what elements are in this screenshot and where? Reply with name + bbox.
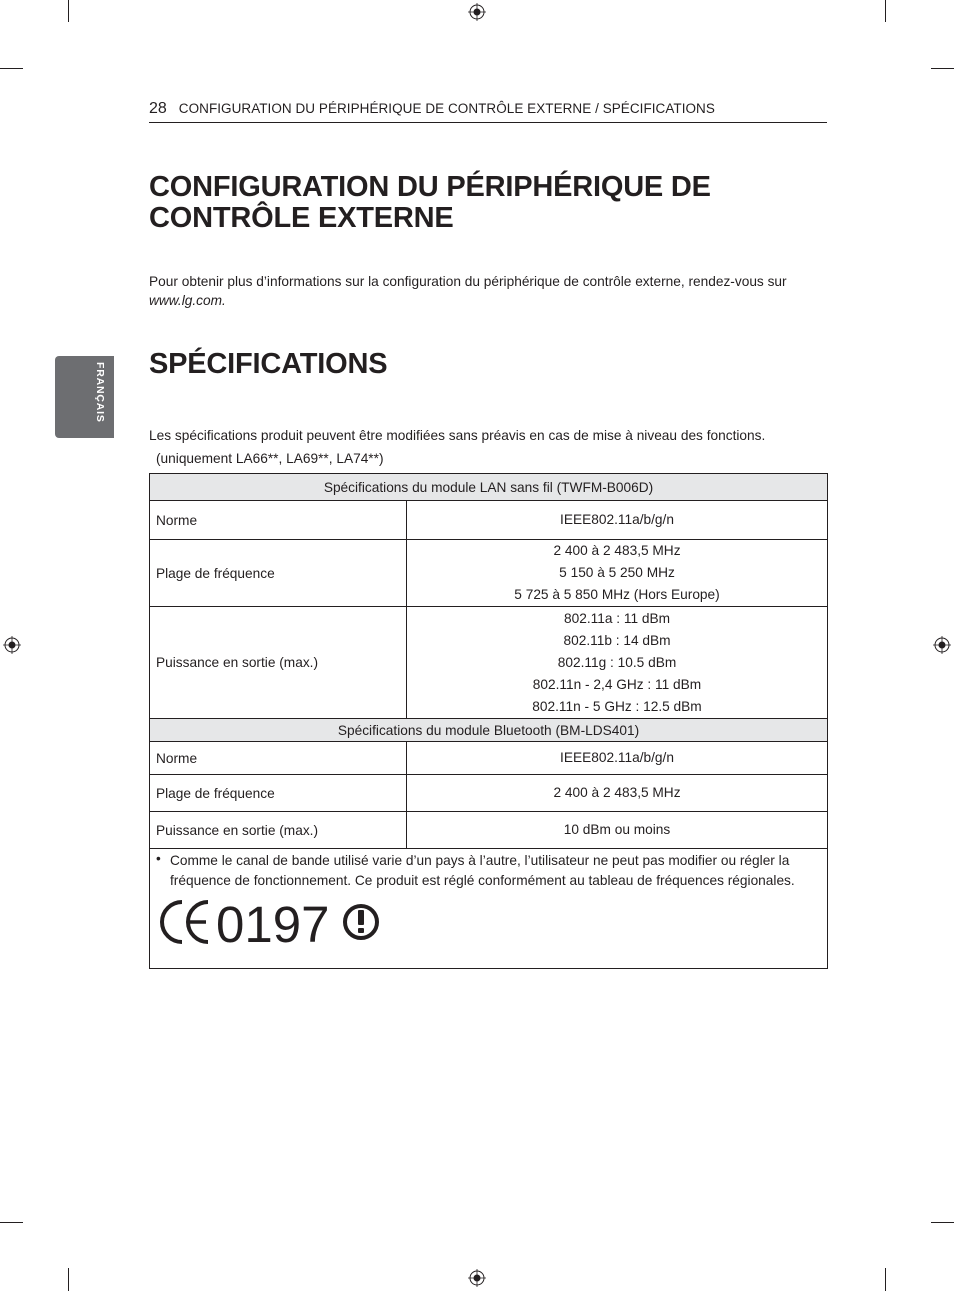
crop-mark xyxy=(931,68,954,69)
bullet-icon: • xyxy=(156,851,161,866)
title-line-2: CONTRÔLE EXTERNE xyxy=(149,202,454,234)
frequency-note: Comme le canal de bande utilisé varie d’un pays à l’autre, l’utilisateur ne peut pas modifier ou régler la fréquence de fonctionnement. Ce produit est réglé conformément au tableau de fréquences régionales. xyxy=(170,853,795,888)
row-value: 2 400 à 2 483,5 MHz xyxy=(407,775,828,812)
lan-section-header: Spécifications du module LAN sans fil (TWFM-B006D) xyxy=(150,474,828,501)
crop-mark xyxy=(885,1268,886,1291)
table-row xyxy=(150,540,828,607)
table-row xyxy=(150,607,828,719)
value-line: 802.11a : 11 dBm xyxy=(563,610,671,626)
table-row xyxy=(150,775,828,812)
crop-mark xyxy=(885,0,886,22)
row-value xyxy=(407,540,828,607)
lg-website-link[interactable]: www.lg.com. xyxy=(149,293,226,308)
page-number: 28 xyxy=(149,100,167,117)
section-title-external-control xyxy=(149,172,849,234)
crop-mark xyxy=(931,1222,954,1223)
section-title-specifications: SPÉCIFICATIONS xyxy=(149,348,388,380)
row-label: Plage de fréquence xyxy=(150,775,407,812)
intro-paragraph xyxy=(149,272,839,310)
page-header xyxy=(149,100,827,123)
row-value: IEEE802.11a/b/g/n xyxy=(407,501,828,540)
value-line: 2 400 à 2 483,5 MHz xyxy=(553,543,681,558)
spec-table xyxy=(149,473,828,969)
row-label: Norme xyxy=(150,501,407,540)
value-line: 5 725 à 5 850 MHz (Hors Europe) xyxy=(514,587,720,602)
registration-mark-icon xyxy=(933,636,951,654)
value-line: 802.11n - 5 GHz : 12.5 dBm xyxy=(532,698,702,714)
model-note: (uniquement LA66**, LA69**, LA74**) xyxy=(156,451,384,466)
running-title: CONFIGURATION DU PÉRIPHÉRIQUE DE CONTRÔLE EXTERNE / SPÉCIFICATIONS xyxy=(178,101,715,116)
language-tab-label: FRANÇAIS xyxy=(94,362,106,423)
lan-section-header-row xyxy=(150,474,828,501)
row-value xyxy=(407,607,828,719)
note-row xyxy=(150,849,828,969)
row-label: Plage de fréquence xyxy=(150,540,407,607)
table-row xyxy=(150,812,828,849)
registration-mark-icon xyxy=(468,1269,486,1287)
value-line: 802.11b : 14 dBm xyxy=(563,632,671,648)
intro-text: Pour obtenir plus d’informations sur la configuration du périphérique de contrôle externe, rendez-vous sur xyxy=(149,274,787,289)
registration-mark-icon xyxy=(3,636,21,654)
crop-mark xyxy=(0,68,23,69)
table-row xyxy=(150,501,828,540)
crop-mark xyxy=(0,1222,23,1223)
bt-section-header: Spécifications du module Bluetooth (BM-LDS401) xyxy=(150,719,828,742)
ce-alert-mark-icon xyxy=(158,894,382,950)
crop-mark xyxy=(68,0,69,22)
row-label: Norme xyxy=(150,742,407,775)
language-tab xyxy=(55,356,114,438)
ce-notified-body-number: 0197 xyxy=(216,896,330,950)
bt-section-header-row xyxy=(150,719,828,742)
row-value: 10 dBm ou moins xyxy=(407,812,828,849)
value-line: 5 150 à 5 250 MHz xyxy=(559,565,675,580)
value-line: 802.11g : 10.5 dBm xyxy=(557,654,677,670)
row-label: Puissance en sortie (max.) xyxy=(150,607,407,719)
crop-mark xyxy=(68,1268,69,1291)
title-line-1: CONFIGURATION DU PÉRIPHÉRIQUE DE xyxy=(149,171,711,203)
row-label: Puissance en sortie (max.) xyxy=(150,812,407,849)
registration-mark-icon xyxy=(468,3,486,21)
note-cell xyxy=(150,849,828,969)
spec-disclaimer: Les spécifications produit peuvent être modifiées sans préavis en cas de mise à niveau des fonctions. xyxy=(149,428,766,443)
table-row xyxy=(150,742,828,775)
row-value: IEEE802.11a/b/g/n xyxy=(407,742,828,775)
value-line: 802.11n - 2,4 GHz : 11 dBm xyxy=(532,676,702,692)
